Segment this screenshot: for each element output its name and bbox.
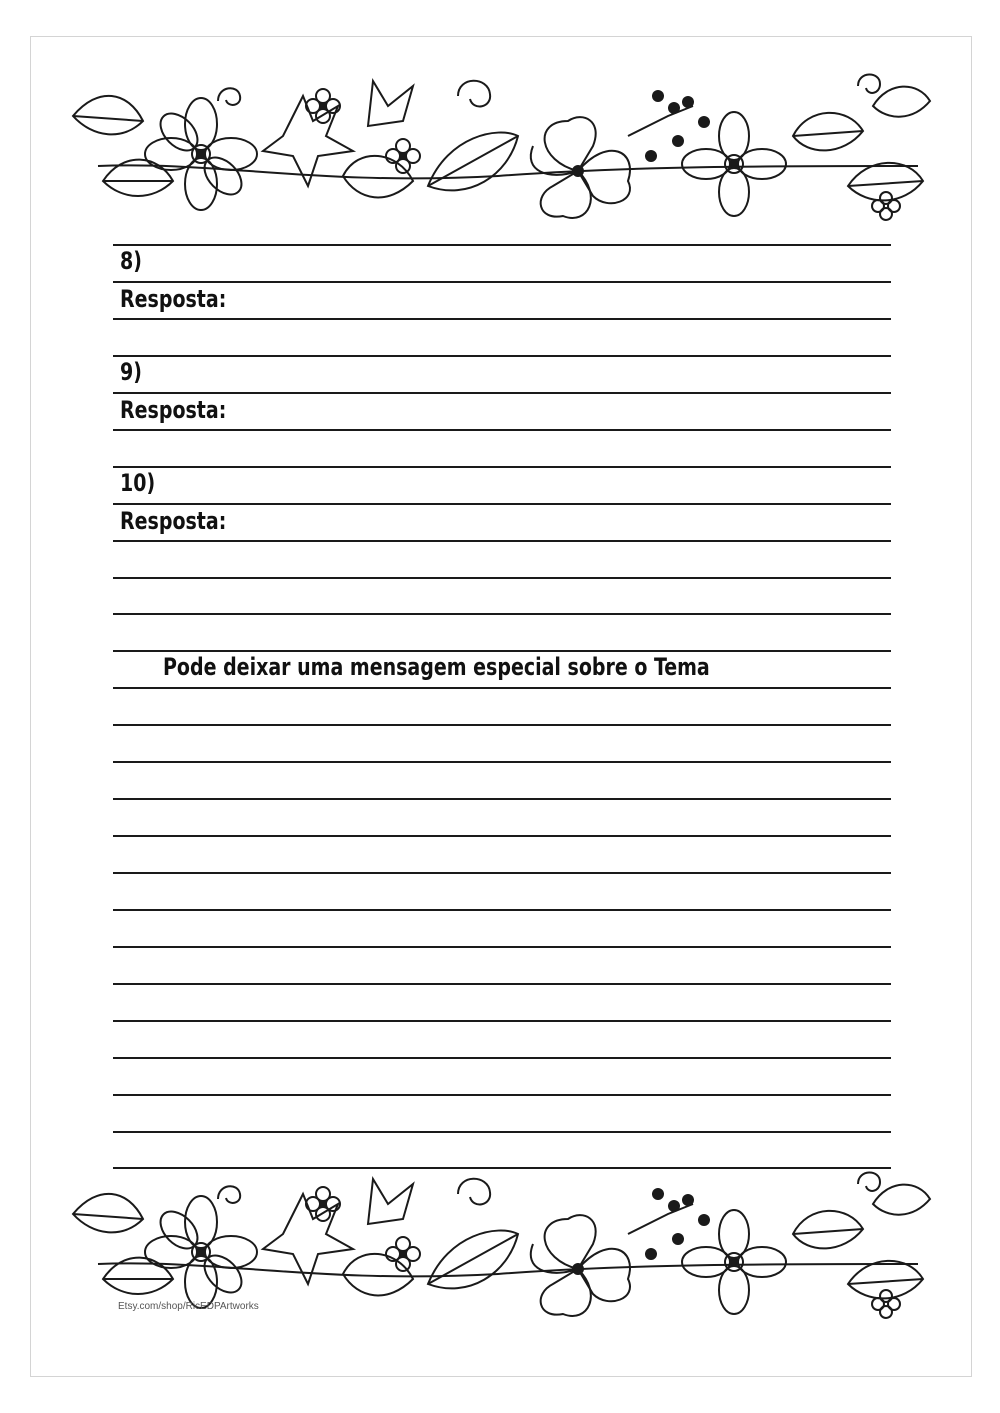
rule-line[interactable]	[113, 798, 891, 800]
answer-label: Resposta:	[120, 396, 227, 424]
rule-line[interactable]	[113, 540, 891, 542]
rule-line	[113, 466, 891, 468]
bottom-floral-border-icon	[68, 1164, 934, 1324]
answer-label: Resposta:	[120, 507, 227, 535]
rule-line	[113, 503, 891, 505]
rule-line	[113, 281, 891, 283]
rule-line[interactable]	[113, 835, 891, 837]
rule-line[interactable]	[113, 946, 891, 948]
rule-line[interactable]	[113, 687, 891, 689]
rule-line	[113, 650, 891, 652]
answer-label: Resposta:	[120, 285, 227, 313]
question-number: 8)	[120, 247, 142, 275]
rule-line[interactable]	[113, 983, 891, 985]
rule-line[interactable]	[113, 1020, 891, 1022]
rule-line[interactable]	[113, 429, 891, 431]
rule-line[interactable]	[113, 1057, 891, 1059]
rule-line[interactable]	[113, 909, 891, 911]
rule-line[interactable]	[113, 724, 891, 726]
rule-line[interactable]	[113, 577, 891, 579]
rule-line	[113, 244, 891, 246]
question-number: 10)	[120, 469, 156, 497]
rule-line	[113, 392, 891, 394]
top-floral-border-icon	[68, 66, 934, 226]
rule-line[interactable]	[113, 1131, 891, 1133]
artist-credit: Etsy.com/shop/RicEDPArtworks	[118, 1301, 259, 1312]
rule-line[interactable]	[113, 1094, 891, 1096]
rule-line	[113, 355, 891, 357]
message-prompt: Pode deixar uma mensagem especial sobre o Tema	[163, 653, 710, 681]
rule-line[interactable]	[113, 318, 891, 320]
rule-line[interactable]	[113, 872, 891, 874]
rule-line[interactable]	[113, 613, 891, 615]
rule-line[interactable]	[113, 761, 891, 763]
question-number: 9)	[120, 358, 142, 386]
